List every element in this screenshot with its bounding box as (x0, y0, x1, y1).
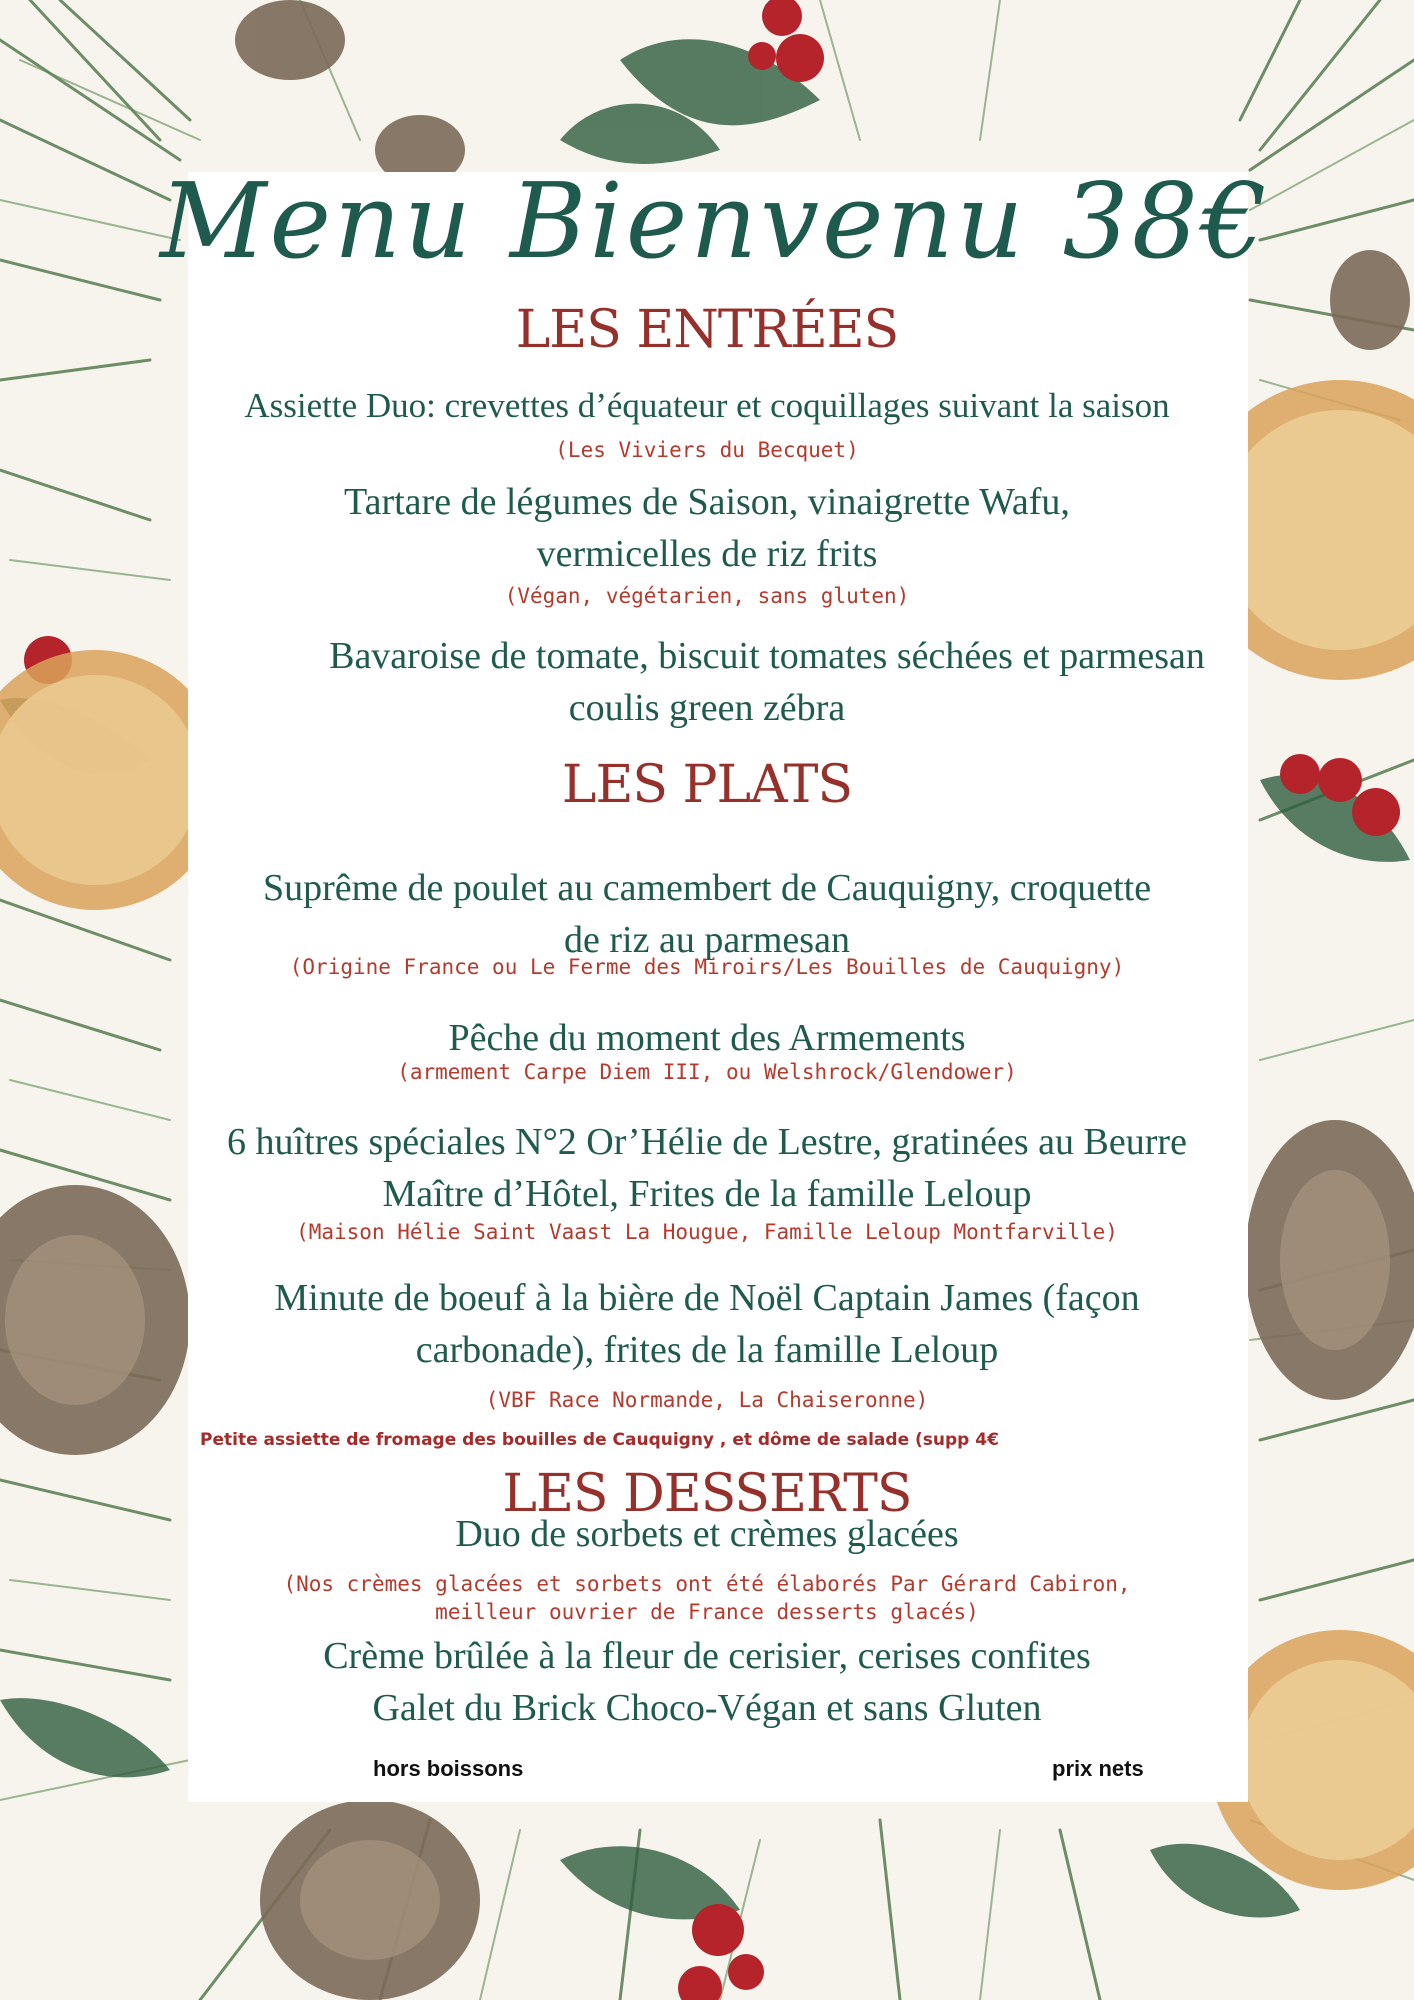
heading-plats: LES PLATS (561, 755, 853, 815)
plat-2-note: (armement Carpe Diem III, ou Welshrock/Glendower) (397, 1060, 1017, 1084)
entree-3-line1: Bavaroise de tomate, biscuit tomates séchées et parmesan (329, 635, 1205, 677)
plat-3-line2: Maître d’Hôtel, Frites de la famille Leloup (382, 1173, 1032, 1215)
footer-net-prices: prix nets (1052, 1756, 1144, 1781)
entree-2-note: (Végan, végétarien, sans gluten) (504, 584, 910, 608)
dessert-2: Crème brûlée à la fleur de cerisier, cerises confites (323, 1635, 1091, 1677)
cheese-supplement: Petite assiette de fromage des bouilles de Cauquigny , et dôme de salade (supp 4€ (200, 1430, 999, 1450)
plat-1-note: (Origine France ou Le Ferme des Miroirs/Les Bouilles de Cauquigny) (289, 955, 1125, 979)
dessert-1: Duo de sorbets et crèmes glacées (455, 1513, 959, 1555)
entree-2-line1: Tartare de légumes de Saison, vinaigrette Wafu, (344, 481, 1070, 523)
entree-1-note: (Les Viviers du Becquet) (555, 438, 859, 462)
dessert-1-note-line2: meilleur ouvrier de France desserts glacés) (435, 1600, 979, 1624)
entree-2-line2: vermicelles de riz frits (536, 533, 878, 575)
plat-1-line1: Suprême de poulet au camembert de Cauquigny, croquette (262, 867, 1152, 909)
heading-entrees: LES ENTRÉES (515, 300, 899, 360)
footer-drinks-excluded: hors boissons (373, 1756, 524, 1781)
heading-desserts: LES DESSERTS (502, 1464, 912, 1524)
plat-3-line1: 6 huîtres spéciales N°2 Or’Hélie de Lestre, gratinées au Beurre (227, 1121, 1187, 1163)
entree-1: Assiette Duo: crevettes d’équateur et coquillages suivant la saison (244, 386, 1170, 425)
dessert-3: Galet du Brick Choco-Végan et sans Gluten (372, 1687, 1042, 1729)
plat-1-line2: de riz au parmesan (564, 919, 850, 961)
plat-3-note: (Maison Hélie Saint Vaast La Hougue, Famille Leloup Montfarville) (296, 1220, 1118, 1244)
plat-4-note: (VBF Race Normande, La Chaiseronne) (485, 1388, 929, 1412)
plat-4-line2: carbonade), frites de la famille Leloup (415, 1329, 999, 1371)
plat-2: Pêche du moment des Armements (448, 1017, 966, 1059)
menu-title: Menu Bienvenu 38€ (160, 160, 1271, 282)
dessert-1-note-line1: (Nos crèmes glacées et sorbets ont été élaborés Par Gérard Cabiron, (283, 1572, 1131, 1596)
entree-3-line2: coulis green zébra (568, 687, 846, 729)
plat-4-line1: Minute de boeuf à la bière de Noël Captain James (façon (274, 1277, 1140, 1319)
